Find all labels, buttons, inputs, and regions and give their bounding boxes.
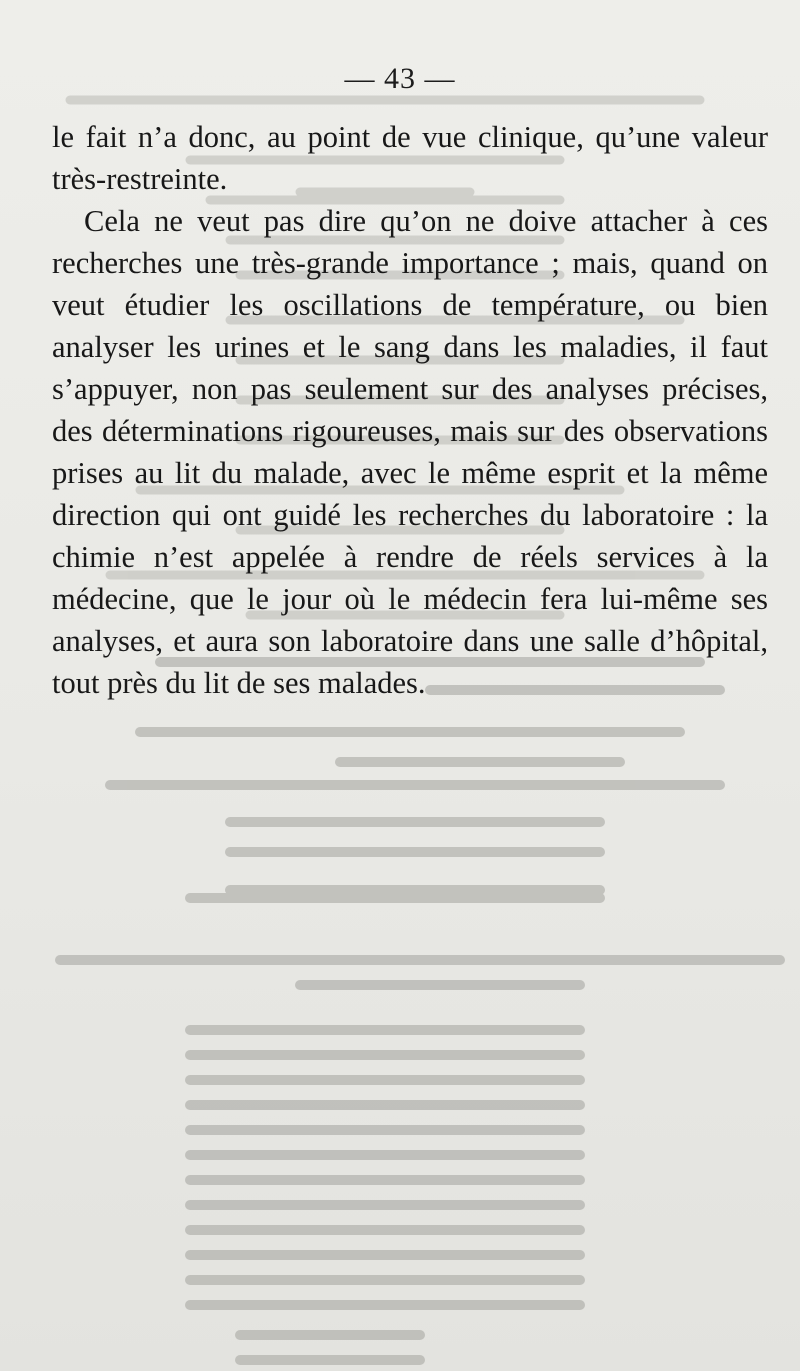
paragraph: Cela ne veut pas dire qu’on ne doive attacher à ces recherches une très-grande importance ; mais, quand on veut étudier les oscillations de température, ou bien analyser les urines et le sang dans les maladies, il faut s’appuyer, non pas seulement sur des analyses précises, des déterminations rigoureuses, mais sur des observations prises au lit du malade, avec le même esprit et la même direction qui ont guidé les recherches du laboratoire : la chimie n’est appelée à rendre de réels services à la médecine, que le jour où le médecin fera lui-même ses analyses, et aura son laboratoire dans une salle d’hôpital, tout près du lit de ses malades. (52, 204, 768, 700)
paragraph: le fait n’a donc, au point de vue clinique, qu’une valeur très-restreinte. (52, 120, 768, 196)
page-number: — 43 — (344, 62, 456, 95)
body-text (52, 116, 768, 704)
